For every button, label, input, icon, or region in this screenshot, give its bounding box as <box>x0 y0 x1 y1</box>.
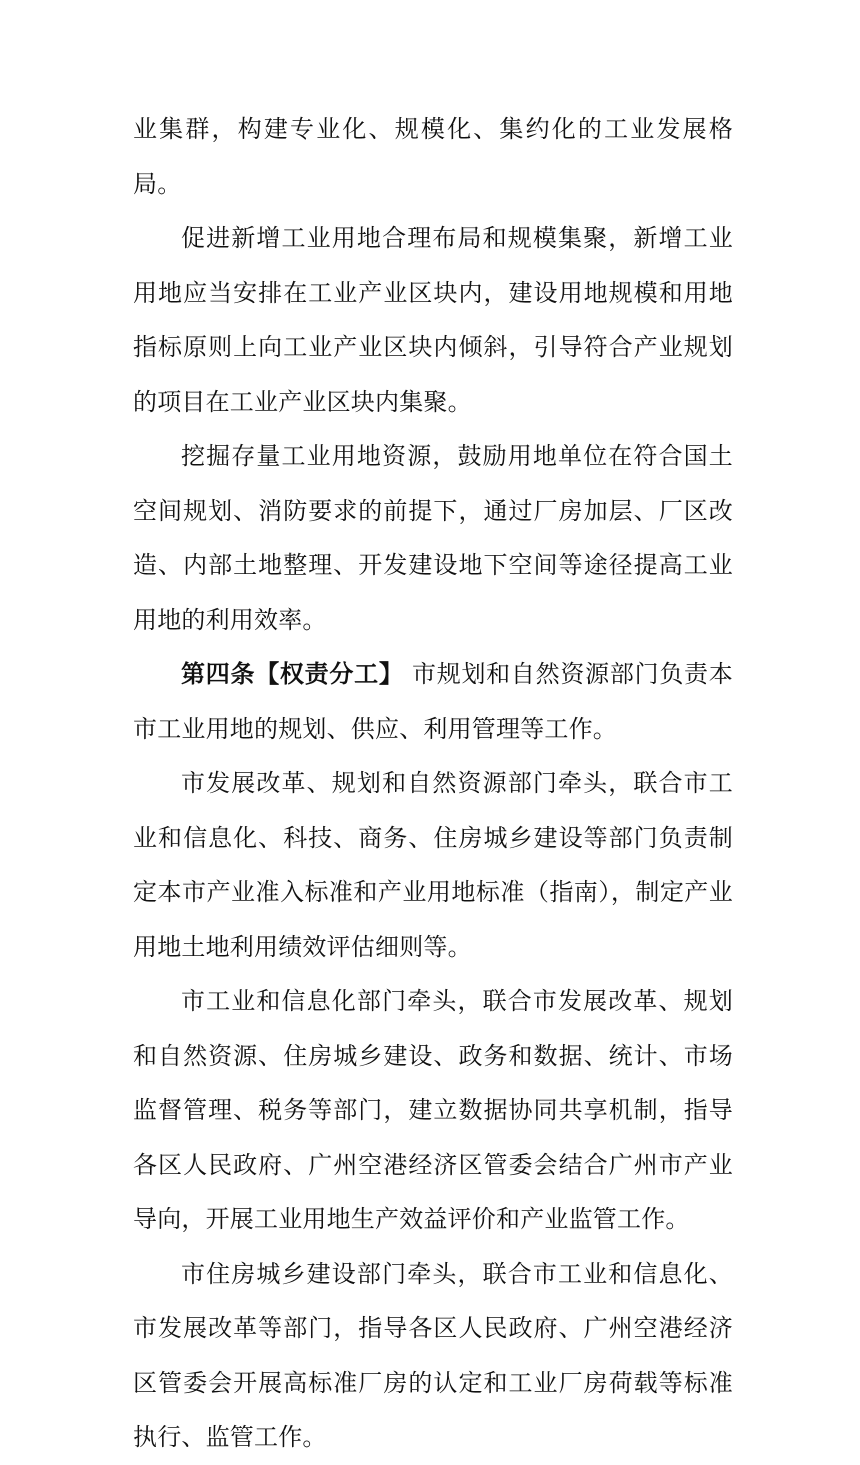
paragraph <box>133 756 733 974</box>
article-heading: 第四条【权责分工】 <box>181 660 404 688</box>
paragraph <box>133 974 733 1247</box>
paragraph <box>133 102 733 211</box>
paragraph-text: 业集群，构建专业化、规模化、集约化的工业发展格局。 <box>133 115 733 198</box>
paragraph-text: 市发展改革、规划和自然资源部门牵头，联合市工业和信息化、科技、商务、住房城乡建设等部门负责制定本市产业准入标准和产业用地标准（指南），制定产业用地土地利用绩效评估细则等。 <box>133 769 733 961</box>
paragraph-text: 市住房城乡建设部门牵头，联合市工业和信息化、市发展改革等部门，指导各区人民政府、广州空港经济区管委会开展高标准厂房的认定和工业厂房荷载等标准执行、监管工作。 <box>133 1259 733 1451</box>
paragraph-text: 促进新增工业用地合理布局和规模集聚，新增工业用地应当安排在工业产业区块内，建设用地规模和用地指标原则上向工业产业区块内倾斜，引导符合产业规划的项目在工业产业区块内集聚。 <box>133 224 733 416</box>
paragraph-text: 市规划和自然资源部门负责本市工业用地的规划、供应、利用管理等工作。 <box>133 660 733 743</box>
paragraph-text: 市工业和信息化部门牵头，联合市发展改革、规划和自然资源、住房城乡建设、政务和数据、统计、市场监督管理、税务等部门，建立数据协同共享机制，指导各区人民政府、广州空港经济区管委会结合广州市产业导向，开展工业用地生产效益评价和产业监管工作。 <box>133 987 733 1233</box>
paragraph <box>133 647 733 756</box>
document-body <box>133 102 733 1465</box>
paragraph <box>133 211 733 429</box>
paragraph <box>133 429 733 647</box>
paragraph-text: 挖掘存量工业用地资源，鼓励用地单位在符合国土空间规划、消防要求的前提下，通过厂房加层、厂区改造、内部土地整理、开发建设地下空间等途径提高工业用地的利用效率。 <box>133 442 733 634</box>
paragraph <box>133 1247 733 1465</box>
